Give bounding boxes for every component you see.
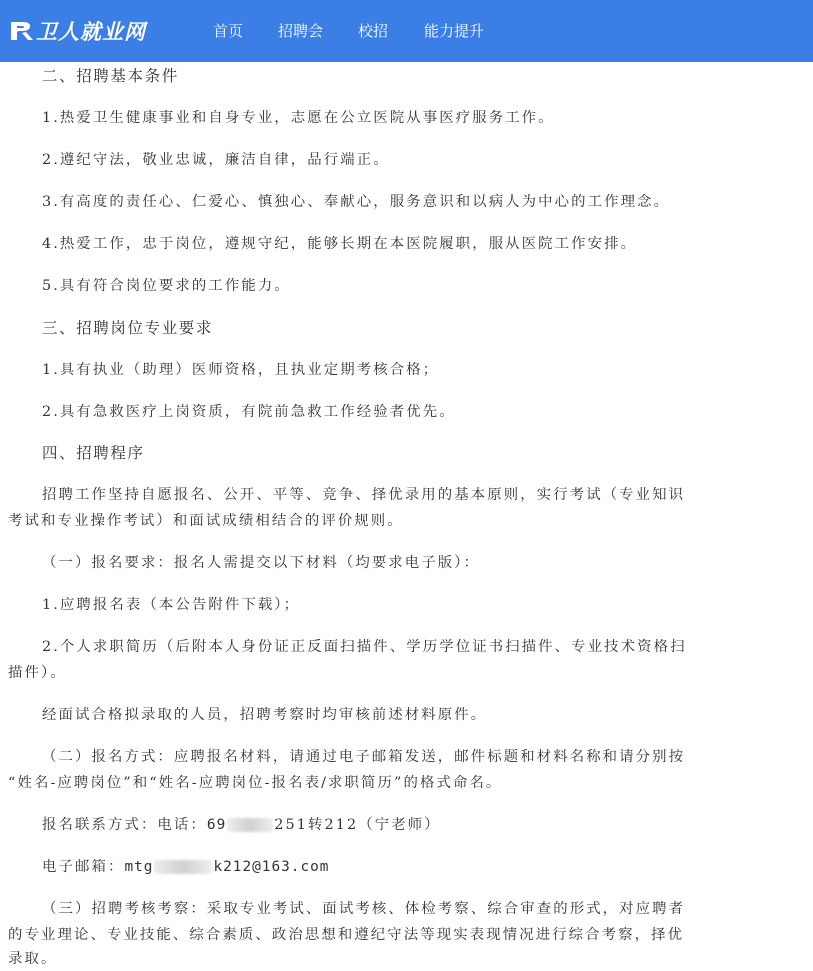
requirement-item-1: 1.具有执业（助理）医师资格，且执业定期考核合格； xyxy=(42,362,440,378)
registration-item-2-line-2: 描件）。 xyxy=(8,665,67,681)
nav-campus-recruit[interactable]: 校招 xyxy=(358,22,389,40)
condition-item-3: 3.有高度的责任心、仁爱心、慎独心、奉献心，服务意识和以病人为中心的工作理念。 xyxy=(42,194,671,210)
phone-prefix: 69 xyxy=(206,817,227,833)
registration-method-line-1: （二）报名方式：应聘报名材料，请通过电子邮箱发送，邮件标题和材料名称和请分别按 xyxy=(42,749,686,765)
nav-home[interactable]: 首页 xyxy=(213,22,244,40)
phone-redacted xyxy=(227,818,273,832)
assessment-line-2: 的专业理论、专业技能、综合素质、政治思想和遵纪守法等现实表现情况进行综合考察，择优 xyxy=(8,927,685,943)
nav-skill-improve[interactable]: 能力提升 xyxy=(424,22,485,40)
procedure-intro-line-1: 招聘工作坚持自愿报名、公开、平等、竞争、择优录用的基本原则，实行考试（专业知识 xyxy=(42,487,686,503)
assessment-line-3: 录取。 xyxy=(8,951,58,967)
condition-item-1: 1.热爱卫生健康事业和自身专业，志愿在公立医院从事医疗服务工作。 xyxy=(42,110,555,126)
section-title-basic-conditions: 二、招聘基本条件 xyxy=(42,67,179,85)
condition-item-5: 5.具有符合岗位要求的工作能力。 xyxy=(42,278,291,294)
procedure-intro-line-2: 考试和专业操作考试）和面试成绩相结合的评价规则。 xyxy=(8,513,404,529)
email-label: 电子邮箱： xyxy=(42,859,125,875)
contact-label: 报名联系方式：电话： xyxy=(42,817,207,833)
top-navbar xyxy=(0,0,813,62)
requirement-item-2: 2.具有急救医疗上岗资质，有院前急救工作经验者优先。 xyxy=(42,404,456,420)
nav-job-fair[interactable]: 招聘会 xyxy=(278,22,324,40)
email-suffix[interactable]: k212@163.com xyxy=(213,859,330,875)
contact-phone-line xyxy=(42,815,441,835)
registration-item-1: 1.应聘报名表（本公告附件下载）； xyxy=(42,597,301,613)
site-logo[interactable] xyxy=(8,17,146,45)
registration-note: 经面试合格拟录取的人员，招聘考察时均审核前述材料原件。 xyxy=(42,707,488,723)
registration-item-2-line-1: 2.个人求职简历（后附本人身份证正反面扫描件、学历学位证书扫描件、专业技术资格扫 xyxy=(42,639,687,655)
contact-email-line xyxy=(42,857,329,877)
condition-item-4: 4.热爱工作，忠于岗位，遵规守纪，能够长期在本医院履职，服从医院工作安排。 xyxy=(42,236,638,252)
logo-text: 卫人就业网 xyxy=(36,20,146,44)
section-title-professional-requirements: 三、招聘岗位专业要求 xyxy=(42,319,214,337)
email-redacted xyxy=(154,860,212,874)
registration-requirements: （一）报名要求：报名人需提交以下材料（均要求电子版）： xyxy=(42,555,481,571)
logo-mark-icon xyxy=(8,19,34,43)
section-title-procedure: 四、招聘程序 xyxy=(42,444,145,462)
assessment-line-1: （三）招聘考核考察：采取专业考试、面试考核、体检考察、综合审查的形式，对应聘者 xyxy=(42,901,686,917)
email-prefix: mtg xyxy=(124,859,154,875)
phone-suffix: 251转212（宁老师） xyxy=(274,817,441,833)
registration-method-line-2: “姓名-应聘岗位”和“姓名-应聘岗位-报名表/求职简历”的格式命名。 xyxy=(8,775,503,791)
condition-item-2: 2.遵纪守法，敬业忠诚，廉洁自律，品行端正。 xyxy=(42,152,390,168)
